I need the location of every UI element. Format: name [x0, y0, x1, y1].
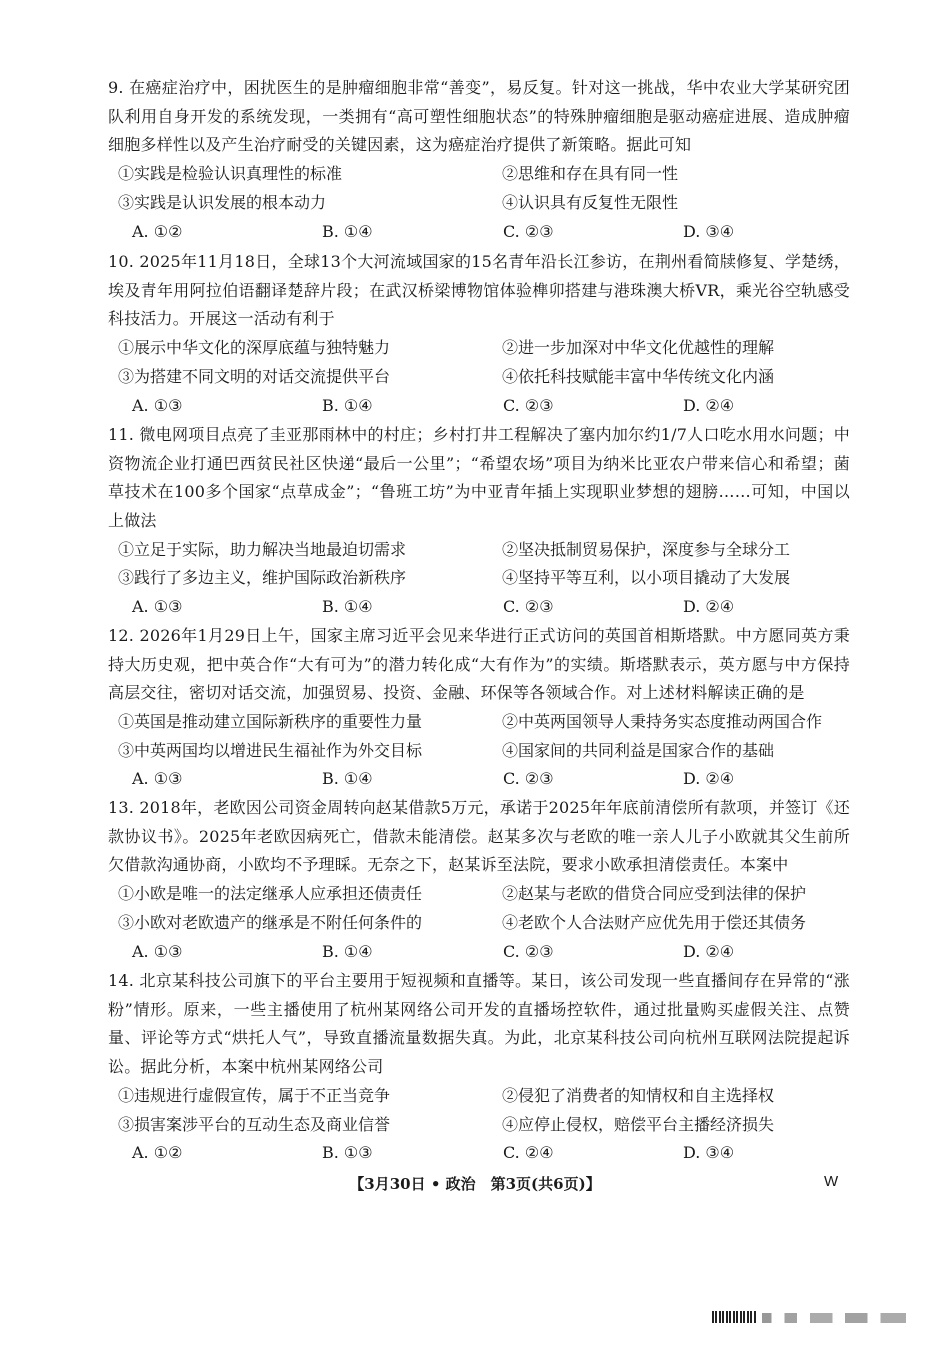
question-14-choice-a: A. ①② — [132, 1143, 183, 1162]
question-13-option-4: ④老欧个人合法财产应优先用于偿还其债务 — [502, 913, 807, 932]
watermark-smudge — [762, 1313, 922, 1323]
question-12-option-3: ③中英两国均以增进民生福祉作为外交目标 — [118, 741, 423, 760]
question-12-choice-d: D. ②④ — [683, 769, 735, 788]
question-10-stem: 10. 2025年11月18日，全球13个大河流域国家的15名青年沿长江参访，在荆州看简牍修复、学楚绣，埃及青年用阿拉伯语翻译楚辞片段；在武汉桥梁博物馆体验榫卯搭建与港珠澳大桥VR，乘光谷空轨感受科技活力。开展这一活动有利于 — [108, 252, 850, 329]
question-13-option-2: ②赵某与老欧的借贷合同应受到法律的保护 — [502, 884, 807, 903]
question-13-choice-b: B. ①④ — [322, 942, 373, 961]
question-9-stem: 9. 在癌症治疗中，困扰医生的是肿瘤细胞非常“善变”，易反复。针对这一挑战，华中农业大学某研究团队利用自身开发的系统发现，一类拥有“高可塑性细胞状态”的特殊肿瘤细胞是驱动癌症进展、造成肿瘤细胞多样性以及产生治疗耐受的关键因素，这为癌症治疗提供了新策略。据此可知 — [108, 78, 850, 155]
question-9-choice-c: C. ②③ — [503, 222, 554, 241]
question-9-option-1: ①实践是检验认识真理性的标准 — [118, 164, 343, 183]
question-11-choice-b: B. ①④ — [322, 597, 373, 616]
question-12-option-4: ④国家间的共同利益是国家合作的基础 — [502, 741, 775, 760]
question-10-choice-a: A. ①③ — [132, 396, 183, 415]
question-10-option-3: ③为搭建不同文明的对话交流提供平台 — [118, 367, 391, 386]
question-10-choice-d: D. ②④ — [683, 396, 735, 415]
question-14-option-4: ④应停止侵权，赔偿平台主播经济损失 — [502, 1115, 775, 1134]
question-12-stem: 12. 2026年1月29日上午，国家主席习近平会见来华进行正式访问的英国首相斯塔默。中方愿同英方秉持大历史观，把中英合作“大有可为”的潜力转化成“大有作为”的实绩。斯塔默表示，英方愿与中方保持高层交往，密切对话交流，加强贸易、投资、金融、环保等各领域合作。对上述材料解读正确的是 — [108, 626, 850, 703]
question-13-choice-d: D. ②④ — [683, 942, 735, 961]
question-14-choice-d: D. ③④ — [683, 1143, 735, 1162]
question-11-choice-a: A. ①③ — [132, 597, 183, 616]
question-9-option-3: ③实践是认识发展的根本动力 — [118, 193, 327, 212]
question-11-option-4: ④坚持平等互利，以小项目撬动了大发展 — [502, 568, 791, 587]
question-12-option-1: ①英国是推动建立国际新秩序的重要性力量 — [118, 712, 423, 731]
question-11-choice-d: D. ②④ — [683, 597, 735, 616]
question-10-option-2: ②进一步加深对中华文化优越性的理解 — [502, 338, 775, 357]
question-11-stem: 11. 微电网项目点亮了圭亚那雨林中的村庄；乡村打井工程解决了塞内加尔约1/7人口吃水用水问题；中资物流企业打通巴西贫民社区快递“最后一公里”；“希望农场”项目为纳米比亚农户带来信心和希望；菌草技术在100多个国家“点草成金”；“鲁班工坊”为中亚青年插上实现职业梦想的翅膀……可知，中国以上做法 — [108, 425, 850, 531]
question-9-choice-a: A. ①② — [132, 222, 183, 241]
question-13-choice-c: C. ②③ — [503, 942, 554, 961]
question-13-choice-a: A. ①③ — [132, 942, 183, 961]
question-11-option-1: ①立足于实际，助力解决当地最迫切需求 — [118, 540, 407, 559]
question-11-choice-c: C. ②③ — [503, 597, 554, 616]
question-12-option-2: ②中英两国领导人秉持务实态度推动两国合作 — [502, 712, 823, 731]
question-14-choice-c: C. ②④ — [503, 1143, 554, 1162]
question-9-choice-d: D. ③④ — [683, 222, 735, 241]
question-10-option-1: ①展示中华文化的深厚底蕴与独特魅力 — [118, 338, 391, 357]
question-14-option-3: ③损害案涉平台的互动生态及商业信誉 — [118, 1115, 391, 1134]
question-13-option-3: ③小欧对老欧遗产的继承是不附任何条件的 — [118, 913, 423, 932]
question-13-option-1: ①小欧是唯一的法定继承人应承担还债责任 — [118, 884, 423, 903]
question-14-choice-b: B. ①③ — [322, 1143, 373, 1162]
question-14-stem: 14. 北京某科技公司旗下的平台主要用于短视频和直播等。某日，该公司发现一些直播间存在异常的“涨粉”情形。原来，一些主播使用了杭州某网络公司开发的直播场控软件，通过批量购买虚假关注、点赞量、评论等方式“烘托人气”，导致直播流量数据失真。为此，北京某科技公司向杭州互联网法院提起诉讼。据此分析，本案中杭州某网络公司 — [108, 971, 850, 1077]
question-10-choice-c: C. ②③ — [503, 396, 554, 415]
question-12-choice-a: A. ①③ — [132, 769, 183, 788]
question-14-option-2: ②侵犯了消费者的知情权和自主选择权 — [502, 1086, 775, 1105]
question-12-choice-c: C. ②③ — [503, 769, 554, 788]
question-10-choice-b: B. ①④ — [322, 396, 373, 415]
qr-code-icon — [712, 1311, 756, 1323]
question-12-choice-b: B. ①④ — [322, 769, 373, 788]
question-11-option-3: ③践行了多边主义，维护国际政治新秩序 — [118, 568, 407, 587]
question-13-stem: 13. 2018年，老欧因公司资金周转向赵某借款5万元，承诺于2025年年底前清偿所有款项，并签订《还款协议书》。2025年老欧因病死亡，借款未能清偿。赵某多次与老欧的唯一亲人儿子小欧就其父生前所欠借款沟通协商，小欧均不予理睬。无奈之下，赵某诉至法院，要求小欧承担清偿责任。本案中 — [108, 798, 850, 875]
question-11-option-2: ②坚决抵制贸易保护，深度参与全球分工 — [502, 540, 791, 559]
question-10-option-4: ④依托科技赋能丰富中华传统文化内涵 — [502, 367, 775, 386]
question-9-choice-b: B. ①④ — [322, 222, 373, 241]
question-14-option-1: ①违规进行虚假宣传，属于不正当竞争 — [118, 1086, 391, 1105]
question-9-option-4: ④认识具有反复性无限性 — [502, 193, 679, 212]
footer-page-info: 【3月30日 • 政治 第3页(共6页)】 — [349, 1175, 601, 1193]
footer-mark: W — [824, 1173, 839, 1190]
question-9-option-2: ②思维和存在具有同一性 — [502, 164, 679, 183]
